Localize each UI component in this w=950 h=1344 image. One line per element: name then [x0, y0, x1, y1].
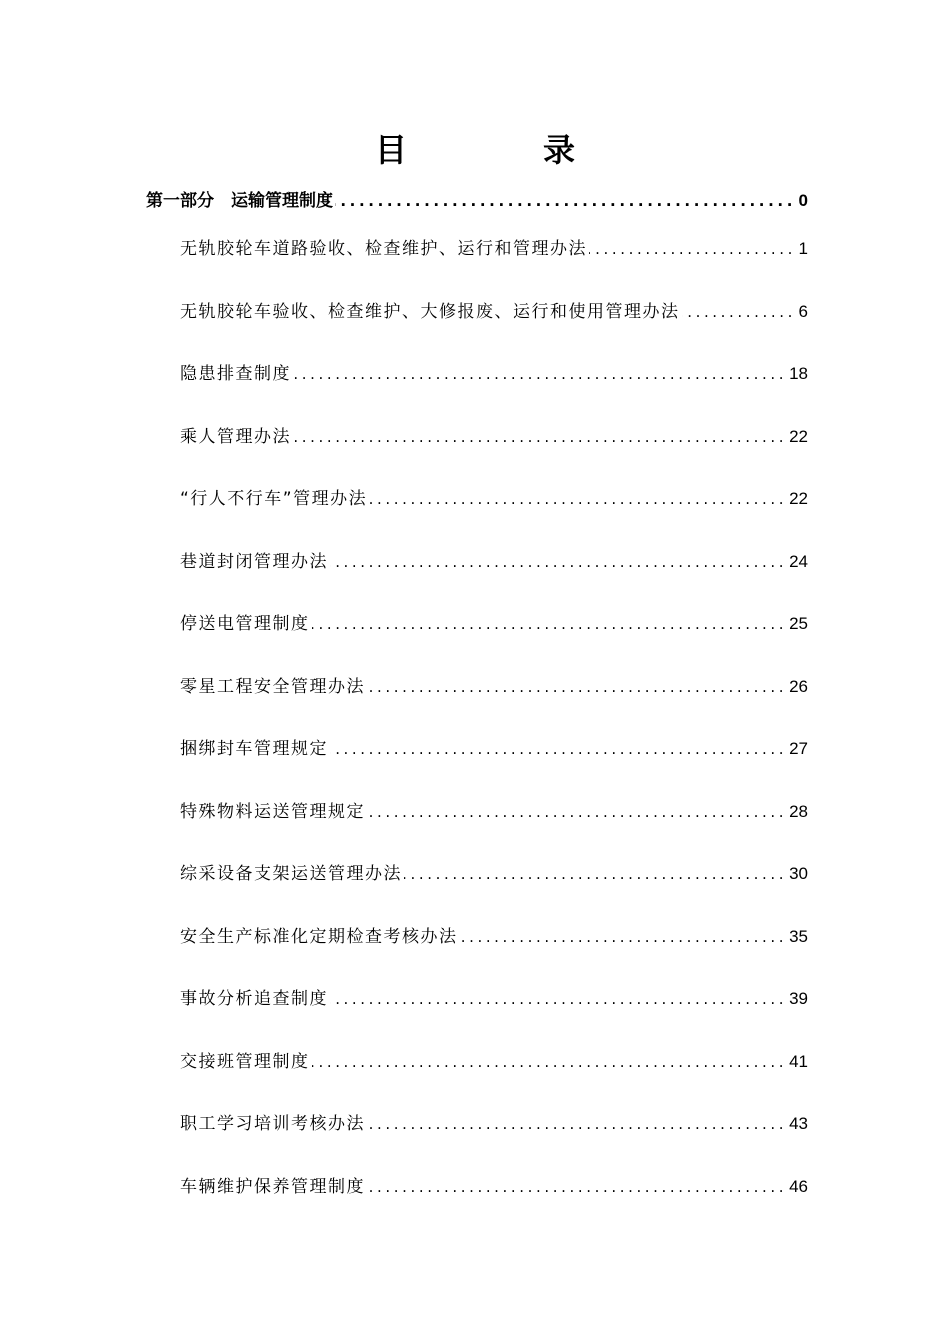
- toc-leader-dots: [330, 732, 787, 766]
- toc-entry[interactable]: [180, 795, 808, 829]
- toc-entry-label: “行人不行车”管理办法: [180, 489, 368, 509]
- toc-entry[interactable]: [180, 232, 808, 266]
- toc-entry-page: 22: [789, 427, 808, 446]
- toc-entry-label: 交接班管理制度: [180, 1052, 310, 1072]
- toc-entry-label: 事故分析追查制度: [180, 989, 328, 1009]
- toc-entry-label: 零星工程安全管理办法: [180, 677, 365, 697]
- toc-entry-page: 35: [789, 927, 808, 946]
- toc-entry[interactable]: [180, 670, 808, 704]
- toc-entry-label: 车辆维护保养管理制度: [180, 1177, 365, 1197]
- toc-leader-dots: [682, 295, 797, 329]
- toc-leader-dots: [312, 1045, 788, 1079]
- toc-leader-dots: [367, 795, 787, 829]
- toc-entry-label: 无轨胶轮车道路验收、检查维护、运行和管理办法: [180, 239, 587, 259]
- toc-entry[interactable]: [180, 857, 808, 891]
- toc-entry[interactable]: [180, 982, 808, 1016]
- toc-entry-page: 28: [789, 802, 808, 821]
- toc-entry-label: 综采设备支架运送管理办法: [180, 864, 402, 884]
- toc-leader-dots: [367, 1170, 787, 1204]
- toc-entry-page: 25: [789, 614, 808, 633]
- toc-entry[interactable]: [180, 1045, 808, 1079]
- toc-entry-label: 乘人管理办法: [180, 427, 291, 447]
- toc-part-page: 0: [798, 191, 808, 210]
- toc-entry-label: 安全生产标准化定期检查考核办法: [180, 927, 458, 947]
- toc-leader-dots: [589, 232, 796, 266]
- toc-entry-page: 26: [789, 677, 808, 696]
- toc-leader-dots: [369, 482, 787, 516]
- toc-leader-dots: [404, 857, 787, 891]
- toc-leader-dots: [330, 982, 787, 1016]
- toc-entry[interactable]: [180, 1170, 808, 1204]
- toc-entry[interactable]: [180, 420, 808, 454]
- toc-leader-dots: [330, 545, 787, 579]
- toc-entry-page: 22: [789, 489, 808, 508]
- toc-part-label: 第一部分 运输管理制度: [146, 191, 333, 211]
- toc-entry-label: 巷道封闭管理办法: [180, 552, 328, 572]
- toc-entry[interactable]: [180, 732, 808, 766]
- toc-leader-dots: [312, 607, 788, 641]
- toc-leader-dots: [460, 920, 788, 954]
- toc-entry-page: 30: [789, 864, 808, 883]
- toc-entry-page: 39: [789, 989, 808, 1008]
- toc-entry-label: 捆绑封车管理规定: [180, 739, 328, 759]
- toc-entry[interactable]: [180, 482, 808, 516]
- toc-leader-dots: [293, 357, 787, 391]
- toc-entry-page: 18: [789, 364, 808, 383]
- toc-entry-label: 无轨胶轮车验收、检查维护、大修报废、运行和使用管理办法: [180, 302, 680, 322]
- toc-entry[interactable]: [180, 295, 808, 329]
- toc-entry-label: 隐患排查制度: [180, 364, 291, 384]
- toc-entry-page: 1: [798, 239, 808, 258]
- toc-entry-page: 43: [789, 1114, 808, 1133]
- toc-entry-page: 27: [789, 739, 808, 758]
- toc-entry[interactable]: [180, 607, 808, 641]
- toc-entry[interactable]: [180, 545, 808, 579]
- toc-entry-page: 24: [789, 552, 808, 571]
- toc-entry-page: 6: [798, 302, 808, 321]
- toc-part-entry[interactable]: [146, 184, 808, 218]
- toc-title: 目 录: [374, 131, 627, 169]
- toc-entry[interactable]: [180, 920, 808, 954]
- toc-entry-label: 停送电管理制度: [180, 614, 310, 634]
- toc-entry-page: 41: [789, 1052, 808, 1071]
- toc-entry[interactable]: [180, 1107, 808, 1141]
- toc-leader-dots: [335, 184, 796, 218]
- toc-entry-label: 特殊物料运送管理规定: [180, 802, 365, 822]
- toc-leader-dots: [367, 670, 787, 704]
- toc-entry-page: 46: [789, 1177, 808, 1196]
- toc-entry-label: 职工学习培训考核办法: [180, 1114, 365, 1134]
- toc-leader-dots: [293, 420, 787, 454]
- toc-entry[interactable]: [180, 357, 808, 391]
- toc-leader-dots: [367, 1107, 787, 1141]
